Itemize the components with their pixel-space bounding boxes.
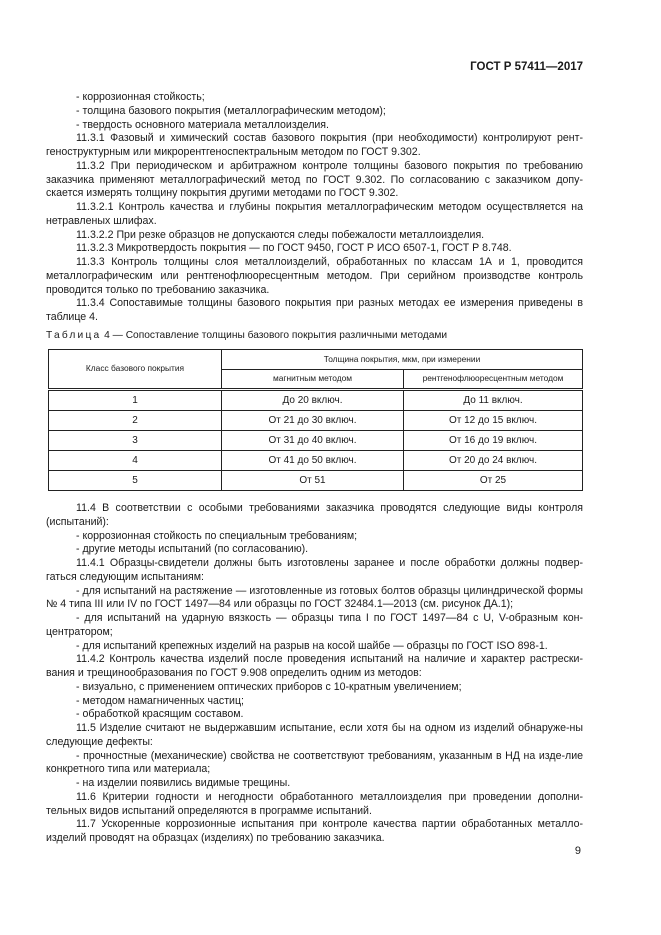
table-row	[49, 451, 583, 471]
cell-class: 5	[49, 471, 222, 491]
paragraph: - для испытаний на растяжение — изготовленные из готовых болтов образцы цилиндрической формы № 4 типа III или IV по ГОСТ 1497—84 или образцы по ГОСТ 32484.1—2013 (см. рисунок ДА.1);	[46, 584, 583, 611]
table-title-text: 4 — Сопоставление толщины базового покрытия различными методами	[101, 330, 448, 341]
paragraph: - коррозионная стойкость по специальным требованиям;	[76, 529, 358, 542]
top-text-block	[46, 91, 583, 325]
paragraph: 11.4.2 Контроль качества изделий после проведения испытаний на наличие и характер растрески-вания и трещинообразования по ГОСТ 9.908 определить одним из методов:	[46, 653, 583, 679]
cell-xray: От 25	[404, 471, 583, 491]
cell-xray: От 20 до 24 включ.	[404, 451, 583, 471]
paragraph: - для испытаний на ударную вязкость — образцы типа I по ГОСТ 1497—84 с U, V-образным кон-центратором;	[46, 612, 583, 638]
bottom-text-block	[46, 502, 583, 846]
cell-xray: До 11 включ.	[404, 390, 583, 411]
table-row	[49, 390, 583, 411]
cell-class: 1	[49, 390, 222, 411]
paragraph: 11.3.3 Контроль толщины слоя металлоизделий, обработанных по классам 1А и 1, проводится металлографическим или рентгенофлюоресцентным методом. При серийном производстве контроль проводится только по требованию заказчика.	[46, 256, 583, 296]
header-class: Класс базового покрытия	[49, 350, 222, 390]
paragraph: 11.3.2.1 Контроль качества и глубины покрытия металлографическим методом осуществляется на нетравленых шлифах.	[46, 201, 583, 227]
paragraph: 11.3.4 Сопоставимые толщины базового покрытия при разных методах ее измерения приведены в таблице 4.	[46, 297, 583, 323]
paragraph: - толщина базового покрытия (металлографическим методом);	[76, 104, 386, 117]
paragraph: - другие методы испытаний (по согласованию).	[76, 543, 309, 556]
cell-xray: От 12 до 15 включ.	[404, 411, 583, 431]
cell-magnetic: От 51	[222, 471, 404, 491]
paragraph: - обработкой красящим составом.	[76, 708, 244, 721]
header-xray: рентгенофлюоресцентным методом	[404, 370, 583, 390]
table-row	[49, 411, 583, 431]
paragraph: 11.3.1 Фазовый и химический состав базового покрытия (при необходимости) контролируют рент-геноструктурным или микрорентгеноспектральным методом по ГОСТ 9.302.	[46, 132, 583, 158]
paragraph: - методом намагниченных частиц;	[76, 694, 244, 707]
paragraph: 11.3.2.3 Микротвердость покрытия — по ГОСТ 9450, ГОСТ Р ИСО 6507-1, ГОСТ Р 8.748.	[76, 242, 512, 255]
table-title-label: Таблица	[46, 330, 102, 341]
paragraph: 11.4.1 Образцы-свидетели должны быть изготовлены заранее и после обработки должны подвер-гаться следующим испытаниям:	[46, 557, 583, 583]
page-number: 9	[574, 845, 581, 857]
paragraph: 11.3.2 При периодическом и арбитражном контроле толщины базового покрытия по требованию заказчика применяют металлографический метод по ГОСТ 9.302. По согласованию с заказчиком допу-скается измерять толщину покрытия другими методами по ГОСТ 9.302.	[46, 159, 583, 200]
cell-magnetic: От 41 до 50 включ.	[222, 451, 404, 471]
table-title	[46, 329, 447, 343]
paragraph: - для испытаний крепежных изделий на разрыв на косой шайбе — образцы по ГОСТ ISO 898-1.	[76, 639, 548, 652]
cell-xray: От 16 до 19 включ.	[404, 431, 583, 451]
header-magnetic: магнитным методом	[222, 370, 404, 390]
cell-magnetic: От 21 до 30 включ.	[222, 411, 404, 431]
cell-magnetic: От 31 до 40 включ.	[222, 431, 404, 451]
table-row	[49, 471, 583, 491]
paragraph: 11.7 Ускоренные коррозионные испытания при контроле качества партии обработанных металло-изделий проводят на образцах (изделиях) по требованию заказчика.	[46, 818, 583, 844]
paragraph: 11.6 Критерии годности и негодности обработанного металлоизделия при проведении дополни-тельных видов испытаний определяются в программе испытаний.	[46, 790, 583, 817]
paragraph: - на изделии появились видимые трещины.	[76, 777, 291, 789]
paragraph: - коррозионная стойкость;	[76, 91, 205, 103]
cell-class: 2	[49, 411, 222, 431]
paragraph: - прочностные (механические) свойства не соответствуют требованиям, указанным в НД на изде-лие конкретного типа или материала;	[46, 749, 583, 776]
cell-class: 3	[49, 431, 222, 451]
cell-magnetic: До 20 включ.	[222, 390, 404, 411]
thickness-table	[48, 349, 583, 491]
paragraph: 11.4 В соответствии с особыми требованиями заказчика проводятся следующие виды контроля (испытаний):	[46, 502, 583, 528]
cell-class: 4	[49, 451, 222, 471]
document-header: ГОСТ Р 57411—2017	[470, 61, 583, 73]
table-row	[49, 431, 583, 451]
paragraph: - визуально, с применением оптических приборов с 10-кратным увеличением;	[76, 680, 462, 693]
paragraph: 11.5 Изделие считают не выдержавшим испытание, если хотя бы на одном из изделий обнаруже-ны следующие дефекты:	[46, 722, 583, 748]
header-group: Толщина покрытия, мкм, при измерении	[222, 350, 583, 370]
paragraph: - твердость основного материала металлоизделия.	[76, 118, 329, 131]
paragraph: 11.3.2.2 При резке образцов не допускаются следы побежалости металлоизделия.	[76, 228, 485, 241]
